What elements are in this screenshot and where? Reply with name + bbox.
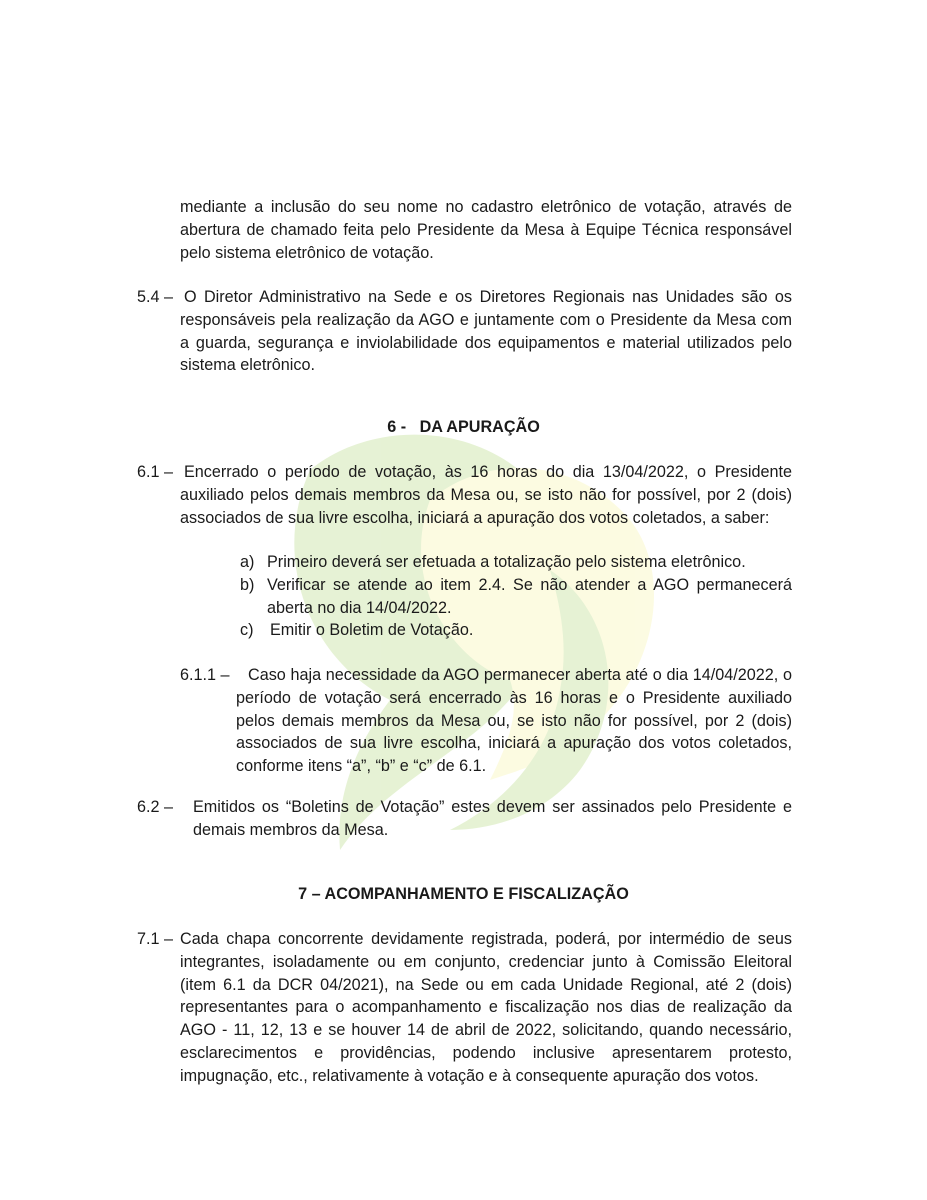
text-line: AGO - 11, 12, 13 e se houver 14 de abril de 2022, solicitando, quando necessário, <box>180 1021 792 1040</box>
text-line: Emitir o Boletim de Votação. <box>270 621 474 639</box>
clause-6-1-1 <box>236 664 792 778</box>
list-item <box>267 574 792 620</box>
clause-number: 6.1.1 – <box>180 666 230 684</box>
continuation-paragraph <box>180 196 792 264</box>
text-line: Encerrado o período de votação, às 16 horas do dia 13/04/2022, o Presidente <box>184 463 792 481</box>
section-heading-6: 6 - DA APURAÇÃO <box>387 418 540 436</box>
text-line: a guarda, segurança e inviolabilidade dos equipamentos e material utilizados pelo <box>180 333 792 352</box>
text-line: responsáveis pela realização da AGO e juntamente com o Presidente da Mesa com <box>180 310 792 329</box>
list-marker: a) <box>240 553 255 571</box>
text-line: conforme itens “a”, “b” e “c” de 6.1. <box>236 757 487 776</box>
text-line: período de votação será encerrado às 16 horas e o Presidente auxiliado <box>236 688 792 707</box>
clause-number: 5.4 – <box>137 288 174 306</box>
section-heading-7: 7 – ACOMPANHAMENTO E FISCALIZAÇÃO <box>298 885 629 903</box>
list-marker: b) <box>240 576 255 594</box>
text-line: demais membros da Mesa. <box>193 820 389 839</box>
text-line: auxiliado pelos demais membros da Mesa ou, se isto não for possível, por 2 (dois) <box>180 485 792 504</box>
text-line: O Diretor Administrativo na Sede e os Diretores Regionais nas Unidades são os <box>184 288 792 306</box>
text-line: esclarecimentos e providências, podendo inclusive apresentarem protesto, <box>180 1043 792 1062</box>
text-line: Cada chapa concorrente devidamente registrada, poderá, por intermédio de seus <box>180 930 792 948</box>
clause-number: 6.2 – <box>137 798 174 816</box>
text-line: (item 6.1 da DCR 04/2021), na Sede ou em cada Unidade Regional, até 2 (dois) <box>180 975 792 994</box>
text-line: pelos demais membros da Mesa ou, se isto não for possível, por 2 (dois) <box>236 711 792 730</box>
text-line: aberta no dia 14/04/2022. <box>267 598 452 617</box>
text-line: Verificar se atende ao item 2.4. Se não atender a AGO permanecerá <box>267 576 792 594</box>
list-marker: c) <box>240 621 254 639</box>
text-line: mediante a inclusão do seu nome no cadastro eletrônico de votação, através de <box>180 198 792 216</box>
clause-5-4 <box>180 286 792 377</box>
clause-number: 6.1 – <box>137 463 174 481</box>
clause-7-1 <box>180 928 792 1088</box>
clause-6-1 <box>180 461 792 529</box>
text-line: abertura de chamado feita pelo Presidente da Mesa à Equipe Técnica responsável <box>180 220 792 239</box>
text-line: Primeiro deverá ser efetuada a totalização pelo sistema eletrônico. <box>267 553 746 571</box>
list-item <box>267 551 792 574</box>
text-line: associados de sua livre escolha, iniciará a apuração dos votos coletados, a saber: <box>180 508 770 527</box>
text-line: Emitidos os “Boletins de Votação” estes devem ser assinados pelo Presidente e <box>193 798 792 816</box>
text-line: associados de sua livre escolha, iniciará a apuração dos votos coletados, <box>236 734 792 753</box>
text-line: representantes para o acompanhamento e fiscalização nos dias de realização da <box>180 998 792 1017</box>
text-line: Caso haja necessidade da AGO permanecer aberta até o dia 14/04/2022, o <box>248 666 792 684</box>
clause-number: 7.1 – <box>137 930 174 948</box>
list-item <box>270 619 792 642</box>
clause-6-2 <box>193 796 792 842</box>
text-line: integrantes, isoladamente ou em conjunto, credenciar junto à Comissão Eleitoral <box>180 952 792 971</box>
text-line: sistema eletrônico. <box>180 356 315 375</box>
text-line: pelo sistema eletrônico de votação. <box>180 243 434 262</box>
text-line: impugnação, etc., relativamente à votação e à consequente apuração dos votos. <box>180 1066 759 1085</box>
